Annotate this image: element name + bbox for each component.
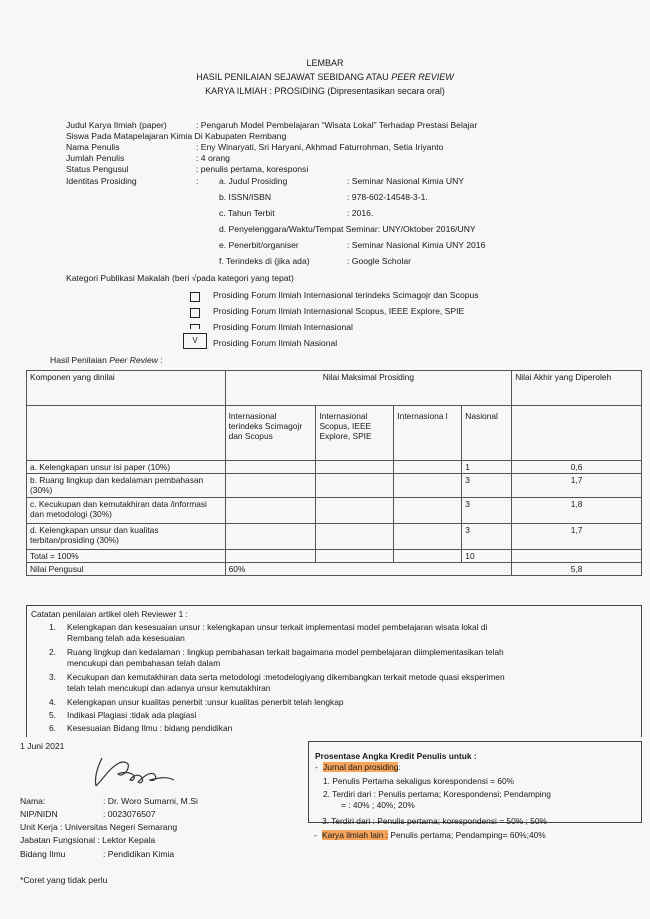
issn-label: b. ISSN/ISBN (219, 192, 272, 202)
judul-value-cont: Siswa Pada Matapelajaran Kimia Di Kabupaten Rembang (66, 131, 287, 141)
note-line: mencukupi dan pembahasan telah dalam (67, 658, 221, 668)
highlight-karya-lain: Karya ilmiah lain : (322, 830, 389, 840)
doc-heading-line3: KARYA ILMIAH : PROSIDING (Dipresentasikan secara oral) (205, 86, 445, 96)
subheader-empty (27, 406, 226, 461)
hasil-text: Hasil Penilaian (50, 355, 110, 365)
row-nasional: 1 (462, 461, 512, 474)
header-komponen: Komponen yang dinilai (27, 371, 226, 406)
row-akhir: 1,7 (512, 474, 642, 498)
kategori-checkbox-3[interactable] (190, 324, 200, 329)
total-nasional: 10 (462, 550, 512, 563)
credit-title: Prosentase Angka Kredit Penulis untuk : (315, 751, 477, 761)
credit-suffix: Penulis pertama; Pendamping= 60%;40% (388, 830, 546, 840)
row-label: d. Kelengkapan unsur dan kualitas terbitan/prosiding (30%) (27, 524, 226, 550)
pengusul-pct: 60% (225, 563, 512, 576)
note-line: Rembang telah ada kesesuaian (67, 633, 185, 643)
identitas-prosiding-label: Identitas Prosiding (66, 176, 137, 186)
row-nasional: 3 (462, 498, 512, 524)
header-nilai-maksimal: Nilai Maksimal Prosiding (225, 371, 512, 406)
terindeks-value: : Google Scholar (347, 256, 412, 266)
reviewer-name-label: Nama: (20, 796, 46, 806)
penerbit-label: e. Penerbit/organiser (219, 240, 299, 250)
note-line: Kesesuaian Bidang Ilmu : bidang pendidikan (67, 723, 233, 733)
row-akhir: 1,7 (512, 524, 642, 550)
table-row (27, 474, 642, 498)
credit-item: 1. Penulis Pertama sekaligus korespondensi = 60% (323, 776, 515, 786)
jumlah-penulis-label: Jumlah Penulis (66, 153, 125, 163)
credit-item-3: 3. Terdiri dari : Penulis pertama; korespondensi = 50% ; 50% (322, 816, 547, 826)
table-row-pengusul (27, 563, 642, 576)
kategori-option-4: Prosiding Forum Ilmiah Nasional (213, 338, 338, 348)
row-label: c. Kecukupan dan kemutakhiran data /informasi dan metodologi (30%) (27, 498, 226, 524)
kategori-option-2: Prosiding Forum Ilmiah Internasional Scopus, IEEE Explore, SPIE (213, 306, 465, 316)
handwritten-signature (88, 752, 184, 792)
kategori-checkbox-4[interactable]: V (183, 333, 207, 349)
doc-heading-line1: LEMBAR (306, 58, 344, 68)
hasil-suffix: : (157, 355, 163, 365)
credit-category-jurnal (323, 762, 401, 772)
nama-penulis-label: Nama Penulis (66, 142, 120, 152)
credit-item: = : 40% ; 40%; 20% (341, 800, 415, 810)
hasil-italic: Peer Review (109, 355, 158, 365)
nip-label: NIP/NIDN (20, 809, 58, 819)
note-line: Kelengkapan unsur kualitas penerbit :unsur kualitas penerbit telah lengkap (67, 697, 344, 707)
subheader-scopus: Internasional Scopus, IEEE Explore, SPIE (316, 406, 394, 461)
table-row (27, 498, 642, 524)
row-label: b. Ruang lingkup dan kedalaman pembahasan (30%) (27, 474, 226, 498)
identitas-colon: : (196, 176, 199, 186)
issn-value: : 978-602-14548-3-1. (347, 192, 428, 202)
table-row-total (27, 550, 642, 563)
footnote: *Coret yang tidak perlu (20, 875, 108, 885)
total-label: Total = 100% (27, 550, 226, 563)
kategori-checkbox-1[interactable] (190, 292, 200, 302)
note-number: 3. (49, 672, 56, 682)
note-line: Ruang lingkup dan kedalaman : lingkup pembahasan terkait bagaimana model pembelajaran diimplementasikan telah (67, 647, 504, 657)
jumlah-penulis-value: : 4 orang (196, 153, 230, 163)
judul-prosiding-value: : Seminar Nasional Kimia UNY (347, 176, 465, 186)
note-line: telah telah mencukupi dan adanya unsur kemutakhiran (67, 683, 271, 693)
kategori-option-3: Prosiding Forum Ilmiah Internasional (213, 322, 353, 332)
credit-item: 2. Terdiri dari : Penulis pertama; Korespondensi; Pendamping (323, 789, 551, 799)
jabatan-fungsional: Jabatan Fungsional : Lektor Kepala (20, 835, 156, 845)
subheader-scimagojr: Internasional terindeks Scimagojr dan Scopus (225, 406, 316, 461)
credit-dash-2: - (314, 830, 317, 840)
judul-label: Judul Karya Ilmiah (paper) (66, 120, 167, 130)
penyelenggara-line: d. Penyelenggara/Waktu/Tempat Seminar: UNY/Oktober 2016/UNY (219, 224, 476, 234)
reviewer-notes-box (26, 605, 642, 737)
row-akhir: 1,8 (512, 498, 642, 524)
row-nasional: 3 (462, 474, 512, 498)
note-number: 5. (49, 710, 56, 720)
kategori-label: Kategori Publikasi Makalah (beri √pada kategori yang tepat) (66, 273, 294, 283)
note-number: 1. (49, 622, 56, 632)
bidang-ilmu-label: Bidang Ilmu (20, 849, 66, 859)
note-number: 2. (49, 647, 56, 657)
penerbit-value: : Seminar Nasional Kimia UNY 2016 (347, 240, 486, 250)
table-row (27, 524, 642, 550)
status-pengusul-label: Status Pengusul (66, 164, 129, 174)
subheader-internasional: Internasiona l (394, 406, 462, 461)
terindeks-label: f. Terindeks di (jika ada) (219, 256, 310, 266)
judul-prosiding-label: a. Judul Prosiding (219, 176, 288, 186)
note-line: Indikasi Plagiasi :tidak ada plagiasi (67, 710, 197, 720)
judul-value: : Pengaruh Model Pembelajaran “Wisata Lokal” Terhadap Prestasi Belajar (196, 120, 478, 130)
unit-kerja: Unit Kerja : Universitas Negeri Semarang (20, 822, 178, 832)
pengusul-akhir: 5,8 (512, 563, 642, 576)
credit-suffix: : (398, 762, 401, 772)
pengusul-label: Nilai Pengusul (27, 563, 226, 576)
reviewer-name-value: : Dr. Woro Sumarni, M.Si (103, 796, 198, 806)
doc-heading-line2 (0, 71, 650, 83)
review-table (26, 370, 642, 576)
note-number: 4. (49, 697, 56, 707)
status-pengusul-value: : penulis pertama, koresponsi (196, 164, 309, 174)
tahun-terbit-value: : 2016. (347, 208, 374, 218)
header-nilai-akhir: Nilai Akhir yang Diperoleh (512, 371, 642, 406)
tahun-terbit-label: c. Tahun Terbit (219, 208, 275, 218)
credit-dash: - (315, 762, 318, 772)
highlight-jurnal: Jurnal dan prosiding (323, 762, 399, 772)
credit-category-lain (322, 830, 546, 840)
heading-text: HASIL PENILAIAN SEJAWAT SEBIDANG ATAU (196, 72, 392, 82)
row-akhir: 0,6 (512, 461, 642, 474)
hasil-penilaian-label (50, 355, 163, 366)
table-row (27, 461, 642, 474)
sign-date: 1 Juni 2021 (20, 741, 65, 751)
heading-italic: PEER REVIEW (391, 72, 454, 82)
nip-value: : 0023076507 (103, 809, 156, 819)
row-label: a. Kelengkapan unsur isi paper (10%) (27, 461, 226, 474)
kategori-option-1: Prosiding Forum Ilmiah Internasional terindeks Scimagojr dan Scopus (213, 290, 479, 300)
bidang-ilmu-value: : Pendidikan Kimia (103, 849, 175, 859)
note-line: Kelengkapan dan kesesuaian unsur : kelengkapan unsur terkait implementasi model pembelajaran wisata lokal di (67, 622, 488, 632)
kategori-checkbox-2[interactable] (190, 308, 200, 318)
note-number: 6. (49, 723, 56, 733)
subheader-akhir-empty (512, 406, 642, 461)
subheader-nasional: Nasional (462, 406, 512, 461)
notes-title: Catatan penilaian artikel oleh Reviewer 1 : (31, 609, 188, 619)
row-nasional: 3 (462, 524, 512, 550)
nama-penulis-value: : Eny Winaryati, Sri Haryani, Akhmad Faturrohman, Setia Iriyanto (196, 142, 444, 152)
note-line: Kecukupan dan kemutakhiran data serta metodologi :metodelogiyang dikembangkan terkait metode quasi eksperimen (67, 672, 505, 682)
credit-percentage-box (308, 741, 642, 823)
